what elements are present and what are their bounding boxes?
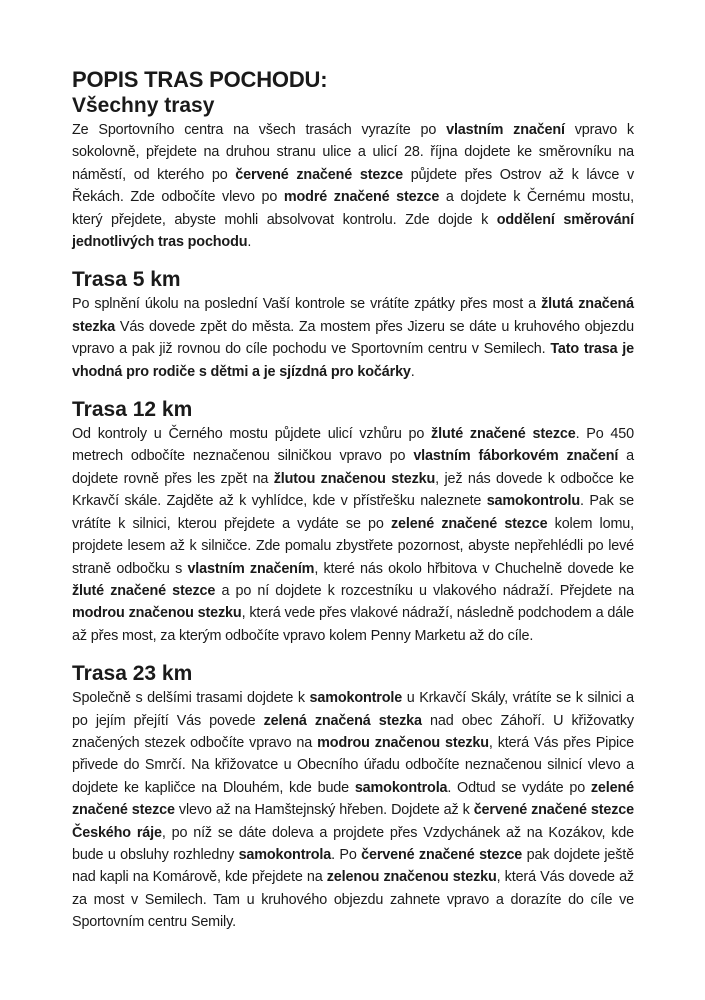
body-text: a po ní dojdete k rozcestníku u vlakového nádraží. Přejdete na (215, 582, 634, 599)
emphasis-text: červené značené stezce (235, 166, 403, 183)
body-text: a dojdete rovně přes les zpět na (72, 448, 634, 487)
emphasis-text: žluté značené stezce (72, 582, 216, 599)
section-title: Trasa 12 km (72, 398, 193, 422)
section-title: Trasa 23 km (72, 662, 193, 686)
body-text: . Odtud se vydáte po (447, 779, 591, 796)
section-all-routes (72, 93, 634, 253)
emphasis-text: vlastním fáborkovém značení (413, 448, 619, 465)
section-title: Trasa 5 km (72, 268, 181, 292)
body-text: nad obec Záhoří. U křižovatky značených stezek odbočíte vpravo na (72, 712, 634, 751)
emphasis-text: Tato trasa je vhodná pro rodiče s dětmi a je sjízdná pro kočárky (72, 341, 634, 380)
emphasis-text: zelenou značenou stezku (326, 869, 497, 886)
body-text: . (410, 363, 415, 380)
emphasis-text: vlastním značení (446, 122, 565, 138)
emphasis-text: zelené značené stezce (391, 515, 548, 532)
body-text: Po splnění úkolu na poslední Vaší kontrole se vrátíte zpátky přes most a (72, 296, 542, 313)
body-text: . (247, 234, 252, 251)
body-text: u Krkavčí Skály, vrátíte se k silnici a po jejím přejítí Vás povede (72, 690, 635, 729)
emphasis-text: zelená značená stezka (263, 712, 422, 729)
emphasis-text: vlastním značením (187, 560, 315, 577)
section-paragraph (72, 423, 634, 647)
emphasis-text: modrou značenou stezku (72, 605, 242, 622)
body-text: . Pak se vrátíte k silnici, kterou přejdete a vydáte se po (72, 493, 634, 532)
page-title: POPIS TRAS POCHODU: (72, 67, 328, 92)
emphasis-text: samokontrole (309, 690, 403, 707)
body-text: vpravo k sokolovně, přejdete na druhou stranu ulice a ulicí 28. října dojdete ke směrovníku na náměstí, od kterého po (72, 122, 634, 183)
emphasis-text: modré značené stezce (283, 189, 440, 206)
body-text: Od kontroly u Černého mostu půjdete ulicí vzhůru po (72, 426, 432, 443)
section-title: Všechny trasy (72, 94, 215, 117)
emphasis-text: zelené značené stezce (72, 779, 634, 819)
body-text: a dojdete k Černému mostu, který přejdete, abyste mohli absolvovat kontrolu. Zde dojde k (72, 189, 634, 228)
emphasis-text: žluté značené stezce (431, 426, 576, 443)
body-text: , které nás okolo hřbitova v Chuchelně dovede ke (314, 560, 634, 577)
emphasis-text: červené značené stezce (361, 846, 523, 863)
body-text: , která Vás dovede až za most v Semilech. Tam u kruhového objezdu zahnete vpravo a dorazíte do cíle ve Sportovním centru Semily. (72, 869, 634, 931)
section-route-23km (72, 661, 634, 933)
body-text: , jež nás dovede k odbočce ke Krkavčí skále. Zajděte až k vyhlídce, kde v přístřešku naleznete (72, 470, 634, 510)
emphasis-text: modrou značenou stezku (317, 734, 489, 751)
emphasis-text: samokontrolu (486, 493, 581, 510)
body-text: vlevo až na Hamštejnský hřeben. Dojdete až k (174, 802, 474, 819)
emphasis-text: žlutá značená stezka (72, 296, 635, 335)
body-text: Vás dovede zpět do města. Za mostem přes Jizeru se dáte u kruhového objezdu vpravo a pak již rovnou do cíle pochodu ve Sportovním centru v Semilech. (72, 318, 634, 358)
body-text: Společně s delšími trasami dojdete k (72, 690, 310, 707)
body-text: , po níž se dáte doleva a projdete přes Vzdychánek až na Kozákov, kde bude u obsluhy rozhledny (72, 824, 635, 863)
emphasis-text: oddělení směrování jednotlivých tras pochodu (72, 211, 635, 251)
body-text: pak dojdete ještě nad kapli na Komárově, kde přejdete na (72, 846, 634, 886)
section-paragraph (72, 119, 634, 253)
body-text: . Po 450 metrech odbočíte neznačenou silničkou vpravo po (72, 426, 634, 465)
emphasis-text: samokontrola (238, 846, 332, 863)
document-page (72, 66, 634, 934)
body-text: . Po (331, 846, 362, 863)
body-text: , která Vás přes Pipice přivede do Smrčí. Na křižovatce u Obecního úřadu odbočíte neznačenou silnicí vlevo a dojdete ke kapličce na Dlouhém, kde bude (72, 734, 634, 796)
section-paragraph (72, 293, 634, 383)
body-text: Ze Sportovního centra na všech trasách vyrazíte po (72, 122, 447, 138)
section-route-5km (72, 267, 634, 383)
emphasis-text: samokontrola (354, 779, 448, 796)
section-route-12km (72, 397, 634, 647)
emphasis-text: žlutou značenou stezku (273, 470, 436, 487)
body-text: , která vede přes vlakové nádraží, následně podchodem a dále až přes most, za kterým odbočíte vpravo kolem Penny Marketu až do cíle. (72, 605, 634, 644)
emphasis-text: červené značené stezce Českého ráje (72, 802, 634, 841)
body-text: kolem lomu, projdete lesem až k silničce. Zde pomalu zbystřete pozornost, abyste nepřehlédli po levé straně odbočku s (72, 515, 634, 577)
body-text: půjdete přes Ostrov až k lávce v Řekách. Zde odbočíte vlevo po (72, 166, 634, 206)
section-paragraph (72, 687, 634, 933)
